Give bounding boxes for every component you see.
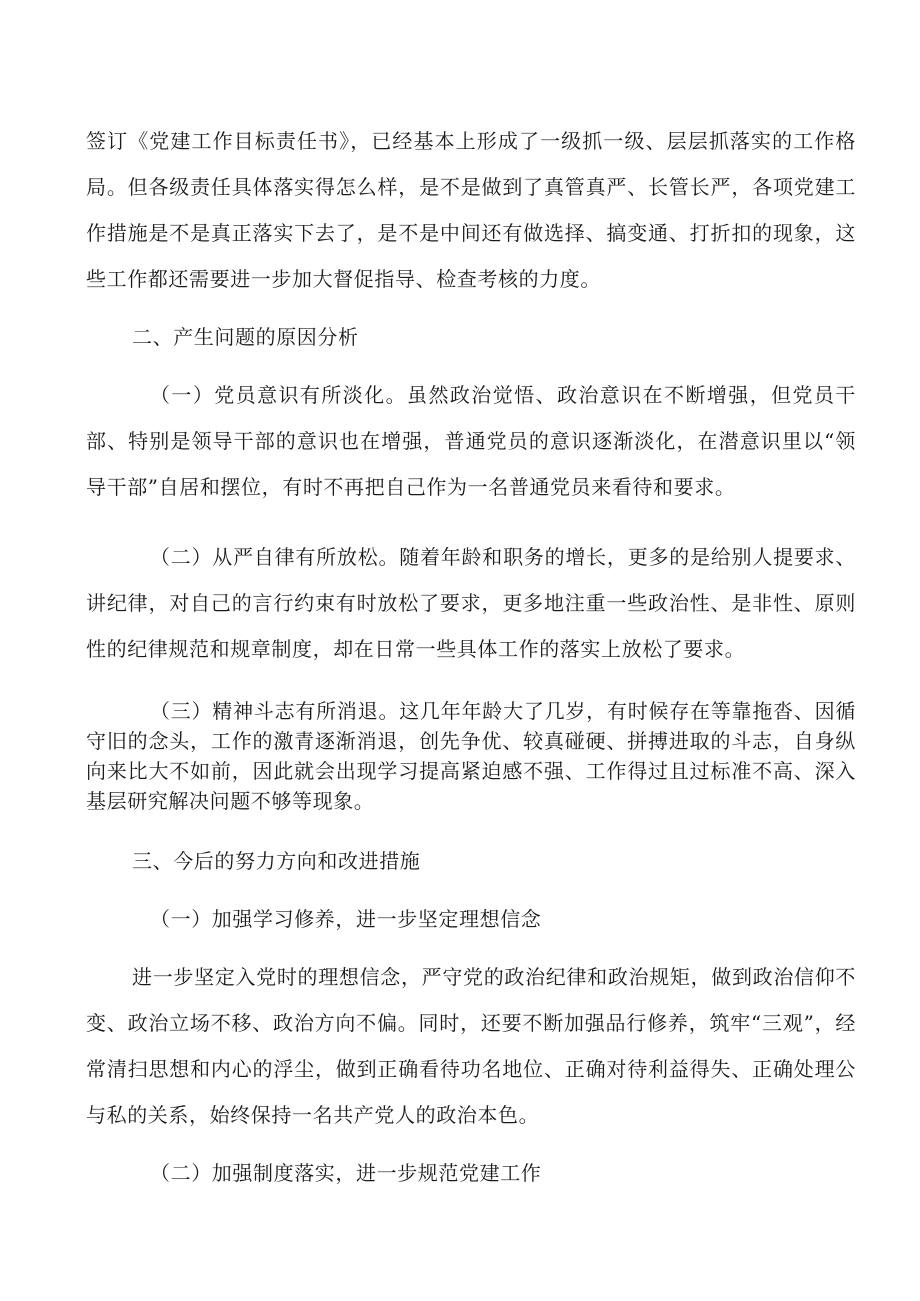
- heading-strengthen-system: （二）加强制度落实，进一步规范党建工作: [150, 1161, 542, 1185]
- document-page: [86, 118, 856, 1196]
- paragraph-self-discipline: （二）从严自律有所放松。随着年龄和职务的增长，更多的是给别人提要求、讲纪律，对自己的言行约束有时放松了要求，更多地注重一些政治性、是非性、原则性的纪律规范和规章制度，却在日常一些具体工作的落实上放松了要求。: [86, 545, 856, 661]
- heading-strengthen-study: （一）加强学习修养，进一步坚定理想信念: [150, 907, 542, 931]
- heading-improvement-measures: 三、今后的努力方向和改进措施: [132, 849, 421, 873]
- paragraph-ideals-beliefs: 进一步坚定入党时的理想信念，严守党的政治纪律和政治规矩，做到政治信仰不变、政治立场不移、政治方向不偏。同时，还要不断加强品行修养，筑牢“三观”，经常清扫思想和内心的浮尘，做到正确看待功名地位、正确对待利益得失、正确处理公与私的关系，始终保持一名共产党人的政治本色。: [86, 965, 856, 1127]
- heading-cause-analysis: 二、产生问题的原因分析: [132, 325, 359, 349]
- paragraph-spirit-decline: （三）精神斗志有所消退。这几年年龄大了几岁，有时候存在等靠拖沓、因循守旧的念头，工作的激青逐渐消退，创先争优、较真碰硬、拼搏进取的斗志，自身纵向来比大不如前，因此就会出现学习提高紧迫感不强、工作得过且过标准不高、深入基层研究解决问题不够等现象。: [86, 699, 856, 813]
- paragraph-responsibility-status: 签订《党建工作目标责任书》，已经基本上形成了一级抓一级、层层抓落实的工作格局。但各级责任具体落实得怎么样，是不是做到了真管真严、长管长严，各项党建工作措施是不是真正落实下去了，是不是中间还有做选择、搞变通、打折扣的现象，这些工作都还需要进一步加大督促指导、检查考核的力度。: [86, 129, 856, 291]
- paragraph-party-awareness: （一）党员意识有所淡化。虽然政治觉悟、政治意识在不断增强，但党员干部、特别是领导干部的意识也在增强，普通党员的意识逐渐淡化，在潜意识里以“领导干部”自居和摆位，有时不再把自己作为一名普通党员来看待和要求。: [86, 383, 856, 499]
